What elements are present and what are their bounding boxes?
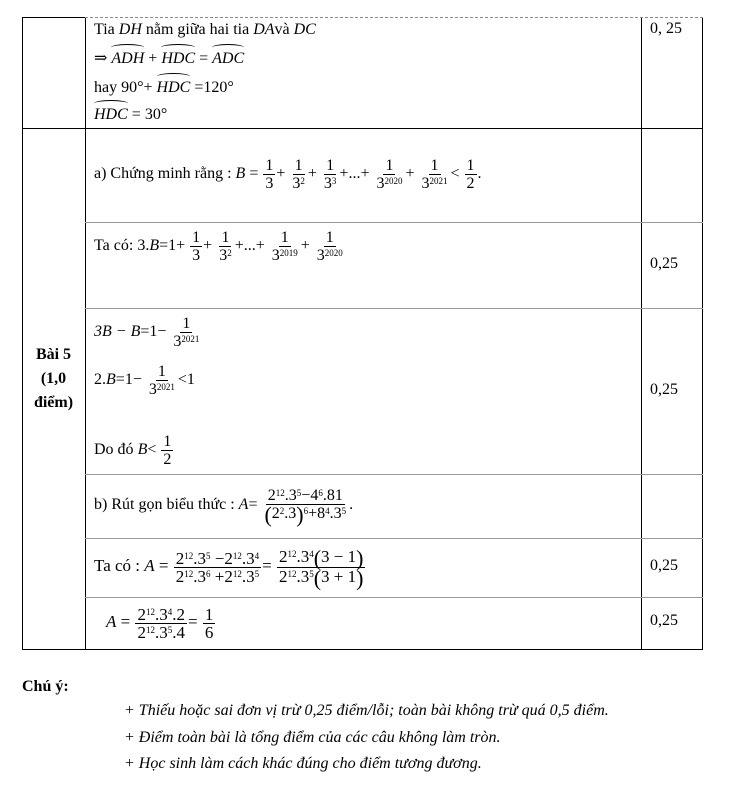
exponent: 5 bbox=[296, 488, 302, 499]
fraction bbox=[174, 550, 261, 585]
row-divider bbox=[85, 222, 703, 223]
table-border-right bbox=[702, 17, 703, 649]
step-2-line-3 bbox=[94, 432, 174, 468]
denominator bbox=[290, 175, 307, 192]
fraction bbox=[374, 157, 404, 192]
base: 3 bbox=[148, 380, 157, 398]
exponent: 2020 bbox=[324, 247, 343, 258]
fraction bbox=[420, 157, 450, 192]
table-border-left bbox=[22, 17, 23, 649]
step-2-line-2 bbox=[94, 362, 195, 398]
exponent: 4 bbox=[309, 549, 314, 559]
operator: + bbox=[148, 50, 158, 67]
row-divider bbox=[85, 308, 703, 309]
base: 3 bbox=[271, 246, 280, 264]
text: và bbox=[274, 21, 290, 38]
exponent: 12 bbox=[184, 550, 194, 561]
ellipsis: ... bbox=[348, 165, 361, 182]
exponent: 2 bbox=[227, 247, 232, 258]
score-cell: 0,25 bbox=[650, 612, 678, 629]
denominator bbox=[315, 247, 345, 264]
numerator: 1 bbox=[294, 156, 303, 174]
problem-points: (1,0 bbox=[40, 370, 67, 387]
base: .3 bbox=[329, 505, 342, 523]
operator: + bbox=[203, 237, 213, 254]
operator: = bbox=[115, 371, 125, 388]
fraction bbox=[147, 363, 177, 398]
exponent: 5 bbox=[309, 568, 314, 579]
table-border-top-left bbox=[22, 17, 86, 18]
operator: + bbox=[339, 165, 349, 182]
base: .3 bbox=[154, 604, 168, 624]
base: .3 bbox=[284, 487, 297, 505]
math-var: B bbox=[137, 441, 148, 458]
denominator: 6 bbox=[204, 622, 214, 642]
implies-arrow: ⇒ bbox=[94, 50, 108, 67]
fraction bbox=[465, 157, 477, 192]
numerator bbox=[277, 545, 366, 571]
operator: + bbox=[307, 165, 317, 182]
angle: ADC bbox=[212, 50, 245, 67]
numerator: 1 bbox=[325, 228, 334, 246]
base: 2 bbox=[224, 566, 233, 586]
note-item: + Thiếu hoặc sai đơn vị trừ 0,25 điểm/lỗi; toàn bài không trừ quá 0,5 điểm. bbox=[124, 702, 609, 719]
table-col-divider-2 bbox=[641, 17, 642, 649]
base: 2 bbox=[137, 604, 146, 624]
exponent: 12 bbox=[287, 568, 297, 579]
fraction bbox=[290, 157, 307, 192]
angle: HDC bbox=[161, 50, 196, 67]
exponent: 12 bbox=[145, 606, 155, 617]
base: 2 bbox=[175, 566, 185, 586]
operator: + bbox=[276, 165, 286, 182]
base: 3 bbox=[323, 174, 332, 192]
paren: ) bbox=[296, 502, 304, 528]
row-divider bbox=[85, 474, 703, 475]
problem-title: Bài 5 bbox=[35, 346, 72, 363]
operator: = bbox=[120, 612, 131, 631]
fraction bbox=[203, 606, 216, 641]
numerator: 1 bbox=[182, 314, 191, 332]
operator: = bbox=[187, 612, 198, 631]
math-expr: 3B − B bbox=[94, 323, 141, 340]
exponent: 12 bbox=[184, 568, 194, 579]
geometry-line-2 bbox=[94, 49, 244, 69]
exponent: 6 bbox=[303, 506, 309, 517]
row-divider bbox=[85, 538, 703, 539]
score-cell: 0,25 bbox=[650, 381, 678, 398]
step-1 bbox=[94, 228, 346, 264]
denominator bbox=[277, 565, 366, 591]
denominator: 3 bbox=[265, 174, 274, 192]
base: .3 bbox=[284, 505, 297, 523]
exponent: 5 bbox=[341, 506, 347, 517]
numerator: 1 bbox=[204, 604, 214, 624]
exponent: 4 bbox=[167, 606, 173, 617]
paren: ( bbox=[264, 502, 272, 528]
text: Ta có : bbox=[94, 556, 141, 575]
math-value: 90° bbox=[121, 79, 144, 96]
denominator bbox=[217, 247, 234, 264]
operator: = bbox=[131, 106, 141, 123]
operator: + bbox=[360, 165, 370, 182]
operator: < bbox=[450, 165, 460, 182]
math-value: 2. bbox=[94, 371, 106, 388]
numerator: 1 bbox=[221, 228, 230, 246]
exponent: 2020 bbox=[384, 175, 403, 186]
denominator bbox=[374, 175, 404, 192]
base: .3 bbox=[193, 548, 206, 568]
operator: + bbox=[300, 237, 310, 254]
paren: ( bbox=[313, 545, 322, 571]
base: 3 bbox=[173, 332, 182, 350]
score-cell: 0,25 bbox=[650, 255, 678, 272]
operator: = bbox=[199, 50, 209, 67]
exponent: 4 bbox=[325, 506, 330, 517]
denominator bbox=[262, 502, 348, 528]
numerator bbox=[135, 606, 187, 624]
base: 2 bbox=[278, 547, 288, 566]
exponent: 5 bbox=[167, 624, 173, 635]
part-a-statement bbox=[94, 156, 482, 192]
exponent: 2021 bbox=[181, 333, 200, 344]
exponent: 2021 bbox=[429, 175, 448, 186]
base: 3 bbox=[376, 174, 385, 192]
part-b-statement bbox=[94, 487, 354, 528]
base: 8 bbox=[317, 505, 326, 523]
geometry-line-4 bbox=[94, 105, 167, 125]
fraction bbox=[190, 229, 202, 264]
math-var: DC bbox=[293, 21, 316, 38]
base: 3 bbox=[316, 246, 325, 264]
numerator: 1 bbox=[326, 156, 335, 174]
text: a) Chứng minh rằng : bbox=[94, 165, 232, 182]
math-var: A bbox=[144, 556, 155, 575]
angle: HDC bbox=[94, 106, 128, 123]
numerator bbox=[174, 550, 261, 568]
base: 2 bbox=[175, 548, 185, 568]
table-col-divider-1 bbox=[85, 17, 86, 649]
base: 2 bbox=[267, 487, 276, 505]
fraction bbox=[322, 157, 339, 192]
base: .3 bbox=[154, 622, 168, 642]
note-item: + Điểm toàn bài là tổng điểm của các câu không làm tròn. bbox=[124, 729, 501, 746]
operator: − bbox=[157, 323, 167, 340]
numerator: 1 bbox=[163, 432, 172, 450]
operator: − bbox=[301, 487, 311, 505]
operator: = bbox=[262, 556, 272, 575]
numerator bbox=[266, 487, 345, 505]
step-2-line-1 bbox=[94, 314, 202, 350]
fraction bbox=[277, 545, 366, 591]
operator: < bbox=[147, 441, 157, 458]
exponent: 12 bbox=[232, 568, 242, 579]
math-var: DA bbox=[253, 21, 275, 38]
math-var: B bbox=[149, 237, 160, 254]
fraction bbox=[171, 315, 201, 350]
denominator bbox=[420, 175, 450, 192]
notes-heading: Chú ý: bbox=[22, 678, 69, 695]
math-value: 30° bbox=[144, 106, 168, 123]
step-4 bbox=[106, 604, 216, 641]
base: .81 bbox=[322, 487, 343, 505]
base: .4 bbox=[172, 622, 185, 642]
denominator bbox=[135, 624, 187, 641]
math-var: DH bbox=[118, 21, 142, 38]
operator: = bbox=[158, 556, 169, 575]
exponent: 2 bbox=[279, 506, 285, 517]
paren: ) bbox=[356, 545, 364, 571]
exponent: 3 bbox=[331, 175, 337, 186]
exponent: 2 bbox=[300, 175, 305, 186]
denominator: 3 bbox=[192, 246, 201, 264]
paren: ) bbox=[356, 565, 364, 591]
operator: − bbox=[214, 548, 225, 568]
denominator bbox=[322, 175, 339, 192]
operator: = bbox=[159, 237, 169, 254]
text: hay bbox=[94, 79, 118, 96]
exponent: 6 bbox=[206, 568, 211, 579]
period: . bbox=[349, 496, 354, 513]
angle: ADH bbox=[111, 50, 145, 67]
base: 2 bbox=[137, 622, 146, 642]
base: 2 bbox=[224, 548, 233, 568]
operator: = bbox=[140, 323, 150, 340]
denominator: 2 bbox=[466, 174, 475, 192]
math-var: B bbox=[106, 371, 116, 388]
math-value: 120° bbox=[203, 79, 234, 96]
denominator bbox=[147, 381, 177, 398]
exponent: 12 bbox=[145, 624, 155, 635]
ellipsis: ... bbox=[243, 237, 256, 254]
text: Do đó bbox=[94, 441, 134, 458]
exponent: 2019 bbox=[279, 247, 298, 258]
denominator: 2 bbox=[163, 450, 172, 468]
row-divider bbox=[85, 597, 703, 598]
numerator: 1 bbox=[466, 156, 475, 174]
operator: = bbox=[249, 165, 259, 182]
numerator: 1 bbox=[430, 156, 439, 174]
text: Ta có: bbox=[94, 237, 134, 254]
problem-label bbox=[22, 343, 85, 415]
base: 3 bbox=[292, 174, 301, 192]
base: .3 bbox=[296, 547, 310, 566]
base: 3 bbox=[421, 174, 430, 192]
math-var: B bbox=[235, 165, 246, 182]
operator: + bbox=[308, 505, 318, 523]
math-var: A bbox=[106, 612, 117, 631]
math-expr: 3 + 1 bbox=[321, 566, 357, 586]
denominator bbox=[174, 568, 261, 585]
denominator bbox=[171, 333, 201, 350]
operator: − bbox=[132, 371, 142, 388]
problem-unit: điểm) bbox=[33, 394, 74, 411]
math-var: A bbox=[238, 496, 249, 513]
exponent: 12 bbox=[287, 549, 297, 559]
operator: + bbox=[255, 237, 265, 254]
text: Tia bbox=[94, 21, 115, 38]
text: nằm giữa hai tia bbox=[145, 21, 250, 38]
row-divider-bai5 bbox=[22, 128, 703, 129]
base: 2 bbox=[278, 566, 288, 586]
fraction bbox=[262, 487, 348, 528]
operator: < bbox=[177, 371, 187, 388]
math-value: 1 bbox=[124, 371, 133, 388]
base: .3 bbox=[241, 548, 255, 568]
base: 2 bbox=[271, 505, 280, 523]
fraction bbox=[315, 229, 345, 264]
operator: + bbox=[234, 237, 244, 254]
numerator: 1 bbox=[280, 228, 289, 246]
note-item: + Học sinh làm cách khác đúng cho điểm tương đương. bbox=[124, 755, 482, 772]
base: 4 bbox=[310, 487, 319, 505]
score-cell: 0,25 bbox=[650, 557, 678, 574]
text: b) Rút gọn biểu thức : bbox=[94, 496, 235, 513]
operator: = bbox=[248, 496, 258, 513]
numerator: 1 bbox=[157, 362, 166, 380]
fraction bbox=[263, 157, 275, 192]
operator: + bbox=[143, 79, 153, 96]
exponent: 6 bbox=[318, 488, 323, 499]
numerator: 1 bbox=[385, 156, 394, 174]
base: .3 bbox=[193, 566, 206, 586]
operator: + bbox=[176, 237, 186, 254]
math-expr: 3 − 1 bbox=[321, 547, 357, 566]
fraction bbox=[135, 606, 187, 641]
exponent: 5 bbox=[206, 550, 211, 561]
operator: + bbox=[405, 165, 415, 182]
table-border-bottom bbox=[22, 649, 703, 650]
base: .2 bbox=[172, 604, 185, 624]
fraction bbox=[217, 229, 234, 264]
operator: + bbox=[214, 566, 225, 586]
exponent: 4 bbox=[254, 550, 260, 561]
numerator: 1 bbox=[265, 156, 274, 174]
operator: = bbox=[194, 79, 204, 96]
period: . bbox=[477, 165, 482, 182]
fraction bbox=[161, 433, 173, 468]
base: .3 bbox=[296, 566, 310, 586]
numerator: 1 bbox=[192, 228, 201, 246]
fraction bbox=[270, 229, 300, 264]
angle: HDC bbox=[156, 79, 191, 96]
denominator bbox=[270, 247, 300, 264]
step-3 bbox=[94, 545, 366, 591]
exponent: 12 bbox=[275, 488, 285, 499]
base: 3 bbox=[219, 246, 228, 264]
table-border-top-dashed bbox=[85, 17, 703, 18]
geometry-line-3 bbox=[94, 78, 234, 98]
paren: ( bbox=[313, 565, 322, 591]
score-cell: 0, 25 bbox=[650, 20, 682, 37]
math-value: 1 bbox=[168, 237, 177, 254]
geometry-line-1 bbox=[94, 20, 316, 40]
math-value: 1 bbox=[186, 371, 195, 388]
base: .3 bbox=[241, 566, 255, 586]
math-value: 3. bbox=[137, 237, 150, 254]
exponent: 5 bbox=[254, 568, 260, 579]
exponent: 12 bbox=[232, 550, 242, 561]
math-value: 1 bbox=[149, 323, 158, 340]
exponent: 2021 bbox=[156, 381, 175, 392]
